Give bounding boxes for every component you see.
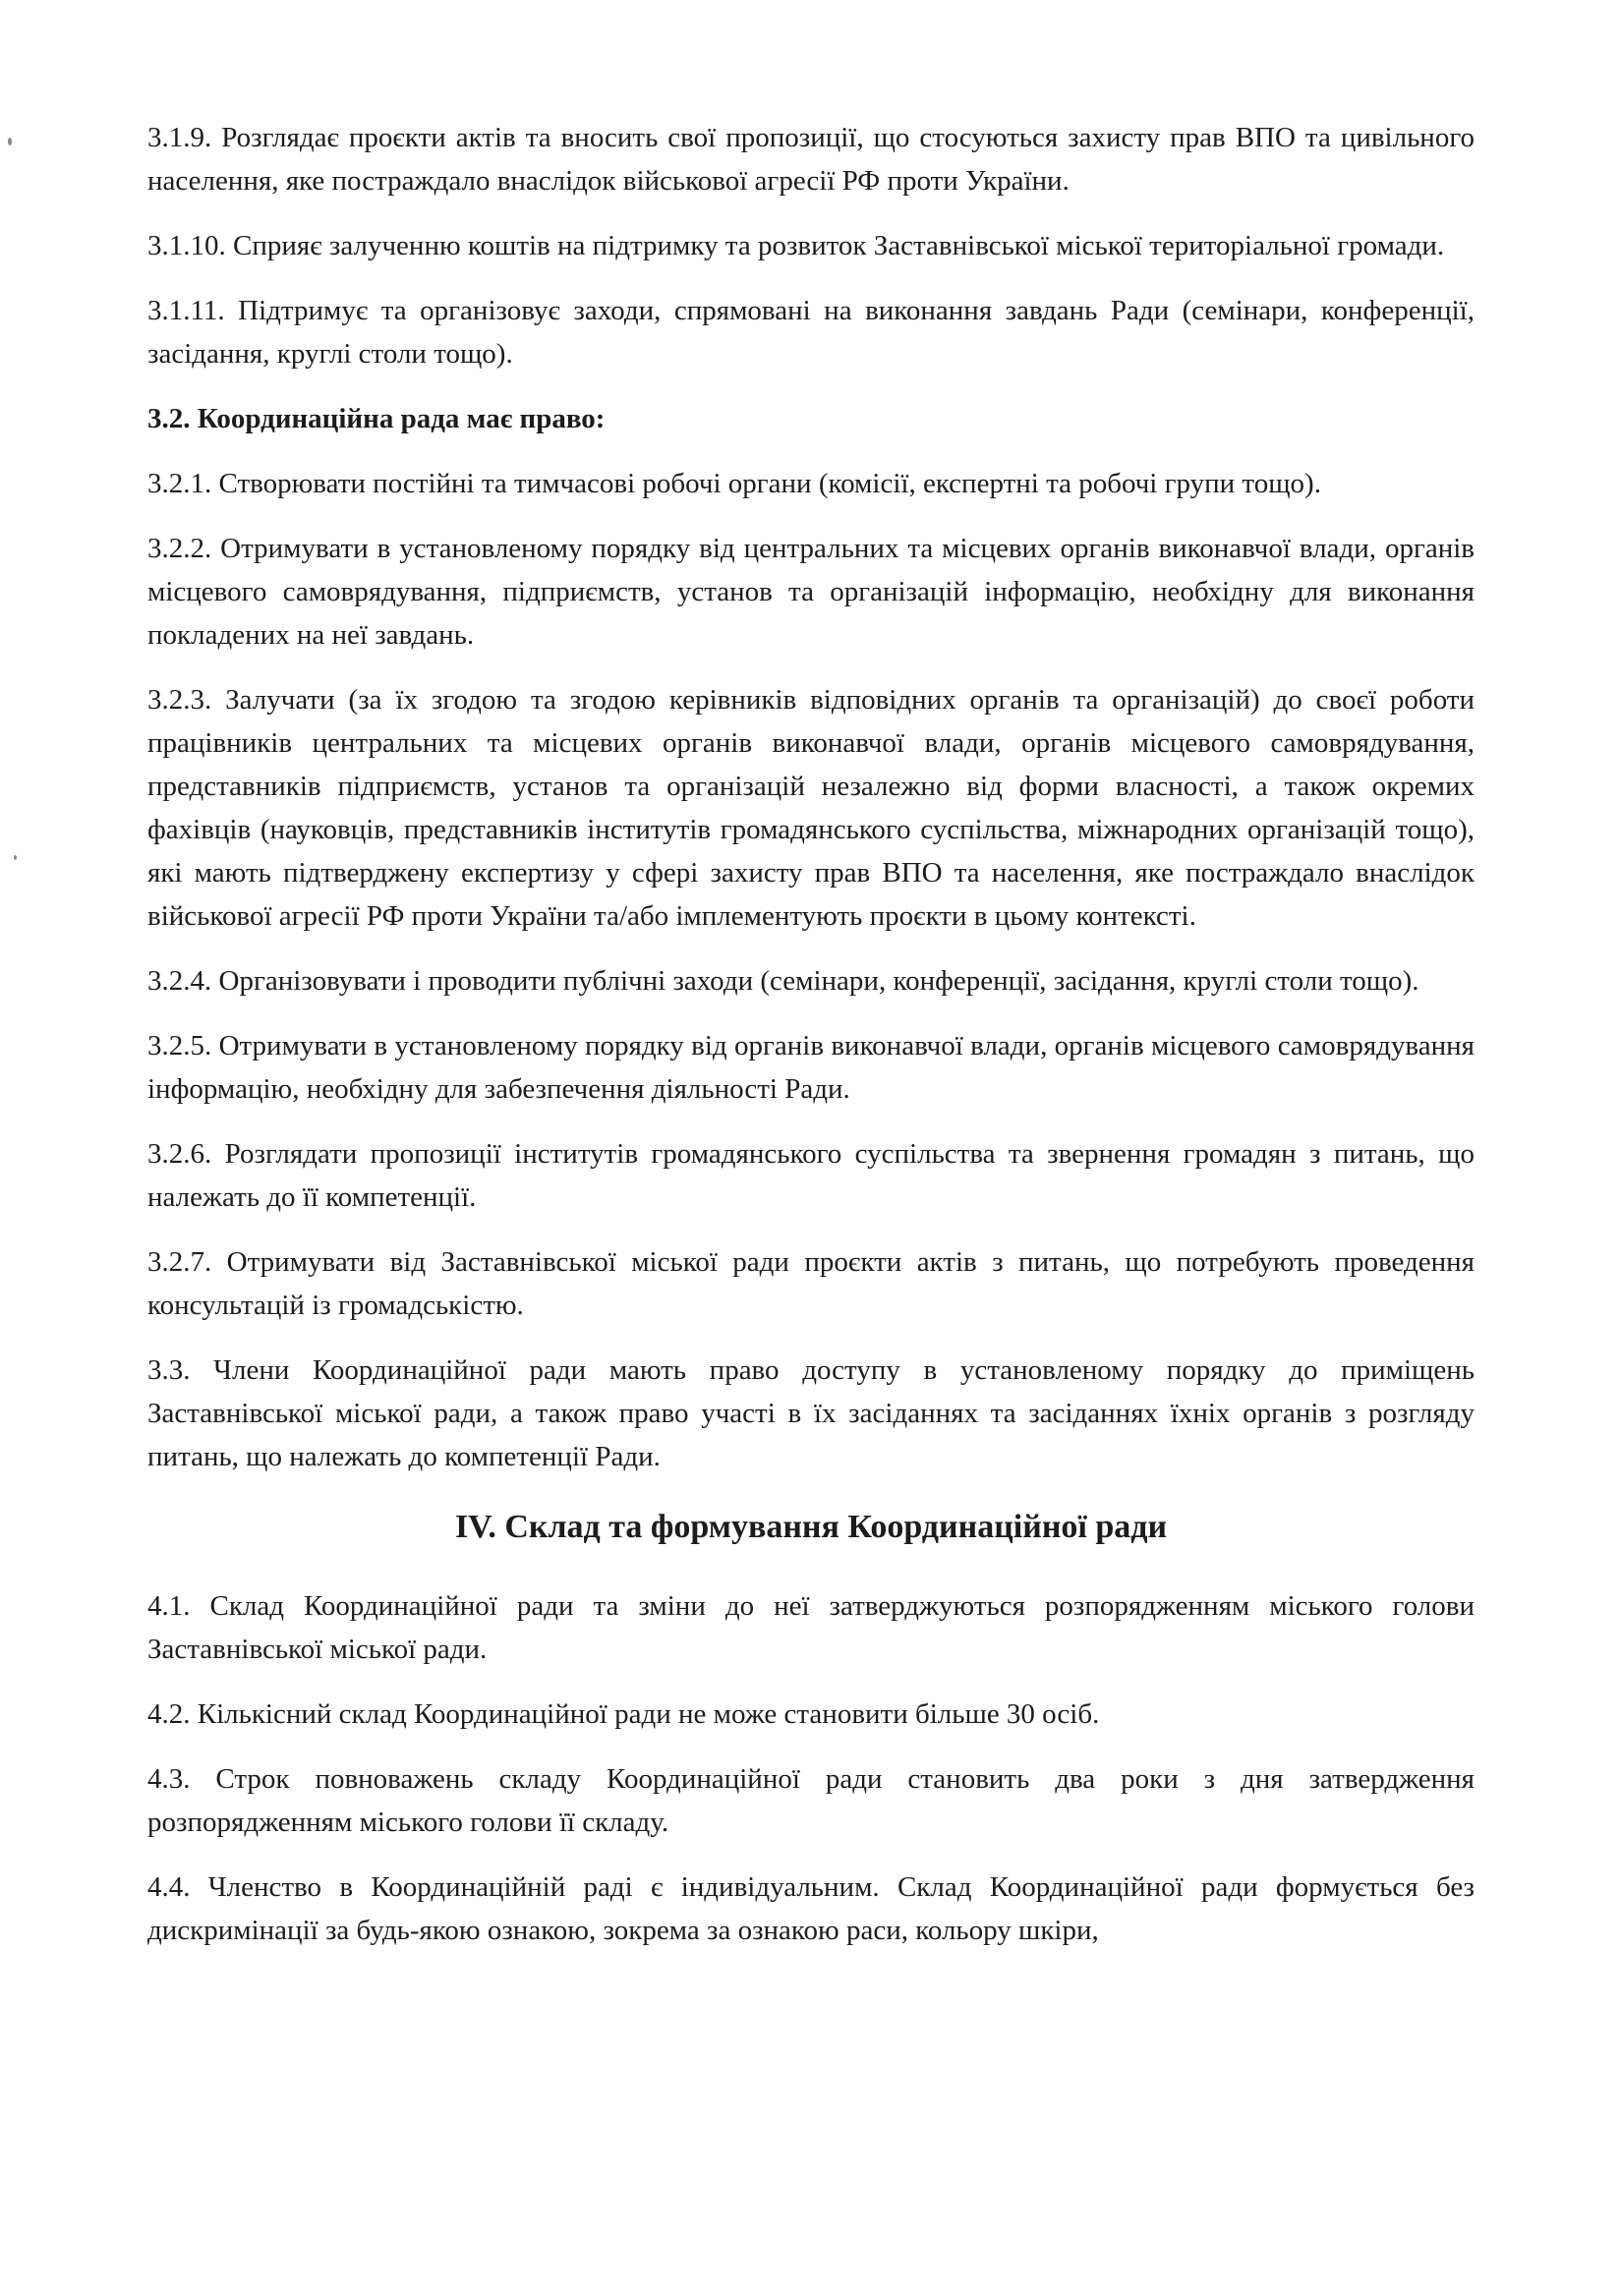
paragraph-3-1-9: 3.1.9. Розглядає проєкти актів та вносить свої пропозиції, що стосуються захисту прав ВПО та цивільного населення, яке постраждало внаслідок військової агресії РФ проти України. xyxy=(147,122,1475,197)
paragraph-3-2-6: 3.2.6. Розглядати пропозиції інститутів громадянського суспільства та звернення громадян з питань, що належать до її компетенції. xyxy=(147,1138,1475,1213)
paragraph-3-1-10: 3.1.10. Сприяє залученню коштів на підтримку та розвиток Заставнівської міської територіальної громади. xyxy=(147,230,1445,261)
paragraph-3-3: 3.3. Члени Координаційної ради мають право доступу в установленому порядку до приміщень Заставнівської міської ради, а також право участі в їх засіданнях та засіданнях їхніх органів з розгляду питань, що належать до компетенції Ради. xyxy=(147,1354,1475,1472)
paragraph-4-1: 4.1. Склад Координаційної ради та зміни до неї затверджуються розпорядженням міського голови Заставнівської міської ради. xyxy=(147,1590,1475,1665)
paragraph-3-2-7: 3.2.7. Отримувати від Заставнівської міської ради проєкти актів з питань, що потребують проведення консультацій із громадськістю. xyxy=(147,1246,1475,1321)
section-3-1-continued xyxy=(147,116,1475,375)
scan-speck xyxy=(14,855,17,860)
paragraph-4-4: 4.4. Членство в Координаційній раді є індивідуальним. Склад Координаційної ради формується без дискримінації за будь-якою ознакою, зокрема за ознакою раси, кольору шкіри, xyxy=(147,1871,1475,1946)
paragraph-3-2-1: 3.2.1. Створювати постійні та тимчасові робочі органи (комісії, експертні та робочі групи тощо). xyxy=(147,468,1321,499)
document-page xyxy=(147,116,1475,1974)
section-heading-iv: IV. Склад та формування Координаційної ради xyxy=(454,1509,1168,1545)
paragraph-4-3: 4.3. Строк повноважень складу Координаційної ради становить два роки з дня затвердження розпорядженням міського голови її складу. xyxy=(147,1763,1475,1838)
paragraph-3-2-4: 3.2.4. Організовувати і проводити публічні заходи (семінари, конференції, засідання, круглі столи тощо). xyxy=(147,965,1419,997)
paragraph-3-2-5: 3.2.5. Отримувати в установленому порядку від органів виконавчої влади, органів місцевого самоврядування інформацію, необхідну для забезпечення діяльності Ради. xyxy=(147,1030,1475,1105)
paragraph-4-2: 4.2. Кількісний склад Координаційної ради не може становити більше 30 осіб. xyxy=(147,1698,1100,1730)
paragraph-3-1-11: 3.1.11. Підтримує та організовує заходи, спрямовані на виконання завдань Ради (семінари, конференції, засідання, круглі столи тощо). xyxy=(147,295,1475,370)
section-3-2-items xyxy=(147,462,1475,1478)
paragraph-3-2-2: 3.2.2. Отримувати в установленому порядку від центральних та місцевих органів виконавчої влади, органів місцевого самоврядування, підприємств, установ та організацій інформацію, необхідну для виконання покладених на неї завдань. xyxy=(147,533,1475,651)
subheading-3-2: 3.2. Координаційна рада має право: xyxy=(147,403,606,434)
scan-speck xyxy=(8,138,12,145)
section-4-items xyxy=(147,1584,1475,1952)
paragraph-3-2-3: 3.2.3. Залучати (за їх згодою та згодою керівників відповідних органів та організацій) до своєї роботи працівників центральних та місцевих органів виконавчої влади, органів місцевого самоврядування, представників підприємств, установ та організацій незалежно від форми власності, а також окремих фахівців (науковців, представників інститутів громадянського суспільства, міжнародних організацій тощо), які мають підтверджену експертизу у сфері захисту прав ВПО та населення, яке постраждало внаслідок військової агресії РФ проти України та/або імплементують проєкти в цьому контексті. xyxy=(147,684,1475,932)
